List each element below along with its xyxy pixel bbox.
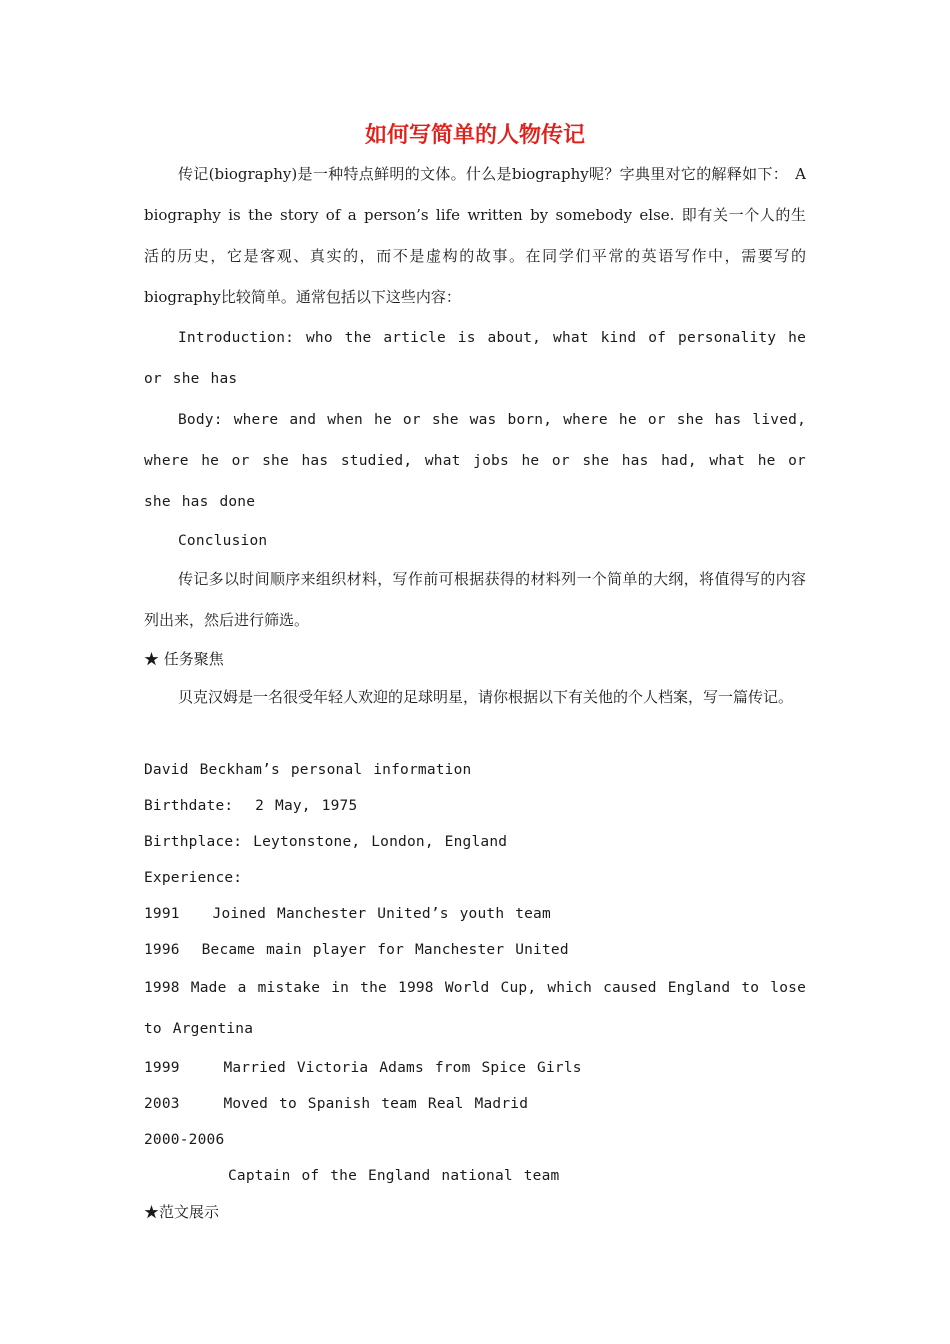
experience-entry-1996: 1996 Became main player for Manchester United [144, 942, 569, 958]
outline-conclusion: Conclusion [178, 533, 268, 549]
spacer [144, 718, 806, 752]
sample-heading: ★范文展示 [144, 1203, 220, 1221]
document-title: 如何写简单的人物传记 [364, 123, 585, 148]
task-paragraph: 贝克汉姆是一名很受年轻人欢迎的足球明星，请你根据以下有关他的个人档案，写一篇传记。 [178, 688, 794, 706]
outline-body: Body: where and when he or she was born, where he or she has lived, where he or she has studied, what jobs he or she has had, what he or she has done [144, 412, 806, 510]
document-page [144, 118, 806, 1230]
profile-birthplace: Birthplace: Leytonstone, London, England [144, 834, 508, 850]
captain-line: Captain of the England national team [228, 1168, 560, 1184]
task-heading: ★ 任务聚焦 [144, 650, 224, 668]
experience-entry-2000-2006: 2000-2006 [144, 1132, 225, 1148]
intro-paragraph: 传记(biography)是一种特点鲜明的文体。什么是biography呢？字典里对它的解释如下： A biography is the story of a person’s life written by somebody else. 即有关一个人的生活的历史，它是客观、真实的，而不是虚构的故事。在同学们平常的英语写作中，需要写的biography比较简单。通常包括以下这些内容： [144, 165, 806, 306]
experience-entry-1998: 1998 Made a mistake in the 1998 World Cup, which caused England to lose to Argentina [144, 980, 806, 1037]
experience-entry-1991: 1991 Joined Manchester United’s youth team [144, 906, 551, 922]
profile-heading: David Beckham’s personal information [144, 762, 472, 778]
experience-entry-1999: 1999 Married Victoria Adams from Spice Girls [144, 1060, 582, 1076]
profile-birthdate: Birthdate: 2 May, 1975 [144, 798, 358, 814]
organize-paragraph: 传记多以时间顺序来组织材料，写作前可根据获得的材料列一个简单的大纲，将值得写的内容列出来，然后进行筛选。 [144, 570, 806, 629]
experience-entry-2003: 2003 Moved to Spanish team Real Madrid [144, 1096, 529, 1112]
outline-introduction: Introduction: who the article is about, what kind of personality he or she has [144, 330, 806, 387]
profile-experience-label: Experience: [144, 870, 243, 886]
